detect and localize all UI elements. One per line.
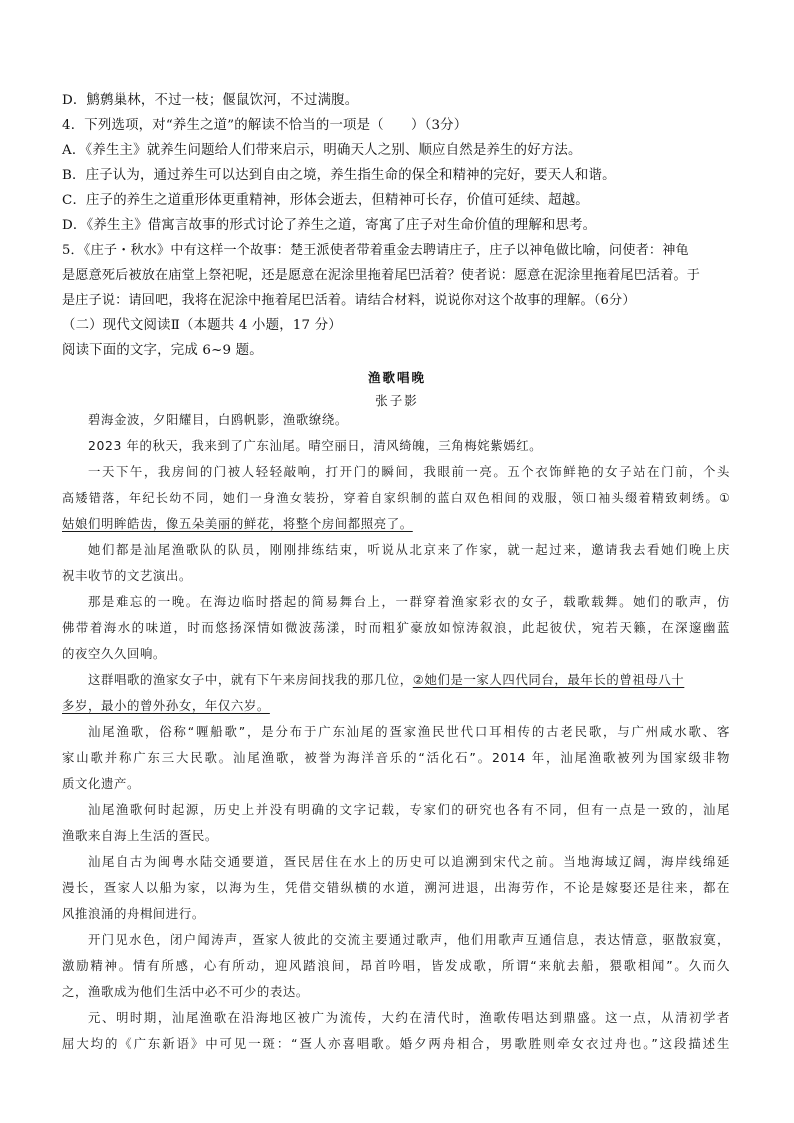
paragraph-line: 屈大均的《广东新语》中可见一斑：“疍人亦喜唱歌。婚夕两舟相合，男歌胜则牵女衣过舟也。”这段描述生 [62, 1036, 730, 1051]
underlined-sentence-1: 姑娘们明眸皓齿，像五朵美丽的鲜花，将整个房间都照亮了。 [62, 516, 413, 531]
paragraph-line: 高矮错落，年纪长幼不同，她们一身渔女装扮，穿着自家织制的蓝白双色相间的戏服，领口袖头缀着精致刺绣。① [62, 491, 730, 505]
q4-stem: 4．下列选项，对“养生之道”的解读不恰当的一项是（ ）（3分） [62, 118, 468, 133]
section-header: （二）现代文阅读Ⅱ（本题共 4 小题，17 分） [62, 318, 342, 333]
paragraph-line: 质文化遗产。 [62, 776, 140, 791]
q5-line: 是庄子说：请回吧，我将在泥涂中拖着尾巴活着。请结合材料，说说你对这个故事的理解。（6分） [62, 293, 636, 308]
paragraph-line: 汕尾渔歌何时起源，历史上并没有明确的文字记载，专家们的研究也各有不同，但有一点是一致的，汕尾 [88, 802, 730, 817]
article-title: 渔歌唱晚 [367, 370, 426, 385]
q4-option-c: C．庄子的养生之道重形体更重精神，形体会逝去，但精神可长存，价值可延续、超越。 [62, 193, 589, 208]
q5-line: 是愿意死后被放在庙堂上祭祀呢，还是愿意在泥涂里拖着尾巴活着？使者说：愿意在泥涂里拖着尾巴活着。于 [62, 268, 701, 283]
paragraph-line: 之，渔歌成为他们生活中必不可少的表达。 [62, 984, 309, 999]
sentence: 这群唱歌的渔家女子中，就有下午来房间找我的那几位， [88, 672, 413, 687]
paragraph-line: 元、明时期，汕尾渔歌在沿海地区被广为流传，大约在清代时，渔歌传唱达到鼎盛。这一点，从清初学者 [88, 1010, 730, 1025]
q4-option-b: B．庄子认为，通过养生可以达到自由之境，养生指生命的保全和精神的完好，要天人和谐。 [62, 168, 616, 183]
underlined-sentence-2-cont: 多岁，最小的曾外孙女，年仅六岁。 [62, 698, 270, 713]
paragraph-line: 风推浪涌的舟楫间进行。 [62, 906, 205, 921]
paragraph-line: 佛带着海水的味道，时而悠扬深情如微波荡漾，时而粗犷豪放如惊涛叙浪，此起彼伏，宛若天籁，在深邃幽蓝 [62, 620, 730, 635]
paragraph-line: 那是难忘的一晚。在海边临时搭起的简易舞台上，一群穿着渔家彩衣的女子，载歌载舞。她们的歌声，仿 [88, 594, 730, 609]
paragraph-line: 的夜空久久回响。 [62, 646, 166, 661]
paragraph-line: 家山歌并称广东三大民歌。汕尾渔歌，被誉为海洋音乐的“活化石”。2014 年，汕尾渔歌被列为国家级非物 [62, 750, 730, 765]
paragraph: 碧海金波，夕阳耀目，白鸥帆影，渔歌缭绕。 [88, 412, 348, 427]
paragraph: 2023 年的秋天，我来到了广东汕尾。晴空丽日，清风绮魄，三角梅姹紫嫣红。 [88, 438, 543, 453]
paragraph-line: 汕尾自古为闽粤水陆交通要道，疍民居住在水上的历史可以追溯到宋代之前。当地海域辽阔，海岸线绵延 [88, 854, 730, 869]
paragraph-line: 祝丰收节的文艺演出。 [62, 568, 192, 583]
paragraph-line: 汕尾渔歌，俗称“喱船歌”，是分布于广东汕尾的疍家渔民世代口耳相传的古老民歌，与广州咸水歌、客 [88, 724, 730, 739]
paragraph-line: 开门见水色，闭户闻涛声，疍家人彼此的交流主要通过歌声，他们用歌声互通信息，表达情意，驱散寂寞， [88, 932, 730, 947]
q3-option-d: D．鹪鹩巢林，不过一枝；偃鼠饮河，不过满腹。 [62, 93, 359, 108]
paragraph-line: 渔歌来自海上生活的疍民。 [62, 828, 218, 843]
paragraph-line: 激励精神。情有所感，心有所动，迎风踏浪间，昂首吟唱，皆发成歌，所谓“来航去船，猥歌相闻”。久而久 [62, 958, 730, 973]
reading-instruction: 阅读下面的文字，完成 6~9 题。 [62, 343, 263, 358]
q5-line: 5．《庄子・秋水》中有这样一个故事：楚王派使者带着重金去聘请庄子，庄子以神龟做比喻，问使者：神龟 [62, 243, 689, 258]
q4-option-a: A．《养生主》就养生问题给人们带来启示，明确天人之别、顺应自然是养生的好方法。 [62, 143, 582, 158]
underlined-sentence-2: ②她们是一家人四代同台，最年长的曾祖母八十 [412, 672, 685, 687]
q4-option-d: D．《养生主》借寓言故事的形式讨论了养生之道，寄寓了庄子对生命价值的理解和思考。 [62, 218, 597, 233]
paragraph-line: 漫长，疍家人以船为家，以海为生，凭借交错纵横的水道，溯河进退，出海劳作，不论是嫁娶还是往来，都在 [62, 880, 730, 895]
paragraph-line [62, 667, 730, 693]
article-body [62, 407, 730, 1057]
paragraph-line: 她们都是汕尾渔歌队的队员，刚刚排练结束，听说从北京来了作家，就一起过来，邀请我去看她们晚上庆 [88, 542, 730, 557]
article-author: 张子影 [375, 393, 419, 408]
paragraph-line: 一天下午，我房间的门被人轻轻敲响，打开门的瞬间，我眼前一亮。五个衣饰鲜艳的女子站在门前，个头 [88, 464, 730, 479]
